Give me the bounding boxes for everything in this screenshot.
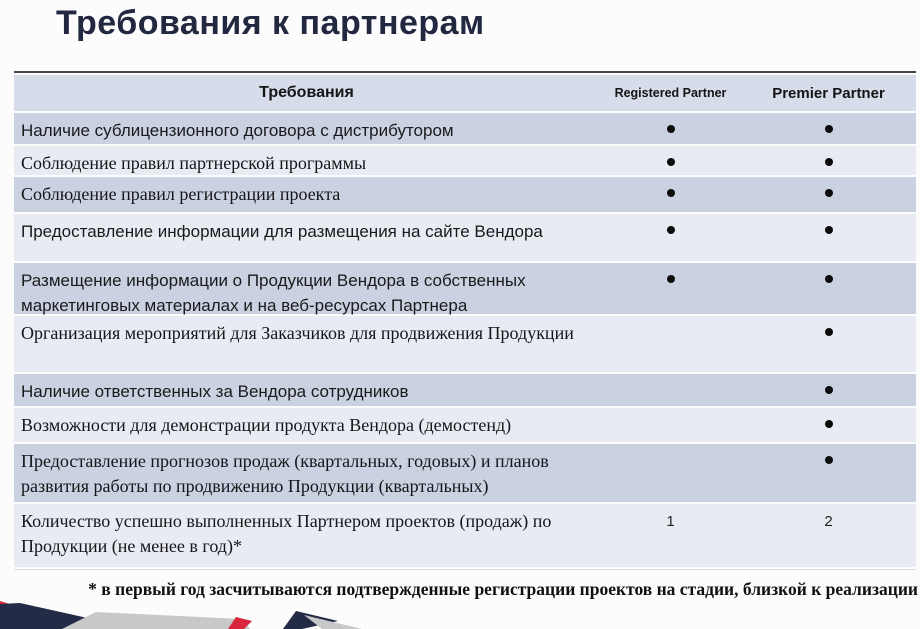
registered-partner-cell [602,214,739,261]
table-row [14,374,916,406]
requirement-cell: Организация мероприятий для Заказчиков для продвижения Продукции [21,323,574,343]
requirement-cell: Соблюдение правил партнерской программы [21,153,367,173]
registered-partner-cell [602,177,739,212]
registered-partner-cell [602,113,739,144]
count-value: 1 [666,513,675,530]
table-row [14,408,916,442]
premier-partner-cell [742,146,915,175]
table-header-row [14,75,916,111]
premier-partner-cell [742,177,915,212]
table-row [14,214,916,261]
requirement-cell: Количество успешно выполненных Партнером проектов (продаж) по Продукции (не менее в год)* [21,511,552,556]
count-value: 2 [824,513,833,530]
requirements-table [14,71,916,570]
table-row [14,263,916,314]
premier-partner-cell [742,316,915,372]
table-row [14,146,916,175]
requirement-cell: Предоставление прогнозов продаж (квартальных, годовых) и планов развития работы по продвижению Продукции (квартальных) [21,451,549,496]
registered-partner-cell [602,444,739,502]
bullet-dot-icon [667,275,675,283]
registered-partner-cell [602,316,739,372]
registered-partner-cell [602,146,739,175]
bullet-dot-icon [825,158,833,166]
bullet-dot-icon [825,226,833,234]
bullet-dot-icon [825,275,833,283]
table-row [14,113,916,144]
premier-partner-cell [742,113,915,144]
bullet-dot-icon [825,125,833,133]
premier-partner-cell [742,263,915,314]
registered-partner-cell [602,374,739,406]
bullet-dot-icon [667,226,675,234]
requirement-cell: Наличие ответственных за Вендора сотрудников [21,382,409,401]
header-requirements: Требования [259,84,354,101]
bullet-dot-icon [667,158,675,166]
footnote: * в первый год засчитываются подтвержденные регистрации проектов на стадии, близкой к реализации [88,579,918,599]
premier-partner-cell [742,504,915,567]
requirement-cell: Возможности для демонстрации продукта Вендора (демостенд) [21,415,512,435]
requirement-cell: Соблюдение правил регистрации проекта [21,184,341,204]
bullet-dot-icon [825,456,833,464]
premier-partner-cell [742,214,915,261]
requirement-cell: Предоставление информации для размещения на сайте Вендора [21,222,543,241]
page-title: Требования к партнерам [56,4,485,42]
requirement-cell: Наличие сублицензионного договора с дистрибутором [21,121,454,140]
premier-partner-cell [742,408,915,442]
registered-partner-cell [602,263,739,314]
bullet-dot-icon [825,386,833,394]
table-body [14,113,916,567]
bullet-dot-icon [667,189,675,197]
table-row [14,444,916,502]
bullet-dot-icon [825,189,833,197]
bullet-dot-icon [825,420,833,428]
registered-partner-cell [602,408,739,442]
origami-corner-decoration [0,599,380,629]
table-row [14,504,916,567]
table-row [14,177,916,212]
bullet-dot-icon [667,125,675,133]
registered-partner-cell [602,504,739,567]
requirement-cell: Размещение информации о Продукции Вендора в собственных маркетинговых материалах и на веб-ресурсах Партнера [21,271,526,315]
table-row [14,316,916,372]
header-registered-partner: Registered Partner [614,86,727,100]
premier-partner-cell [742,374,915,406]
gray-wing-icon [62,612,250,629]
bullet-dot-icon [825,328,833,336]
premier-partner-cell [742,444,915,502]
header-premier-partner: Premier Partner [772,84,885,102]
